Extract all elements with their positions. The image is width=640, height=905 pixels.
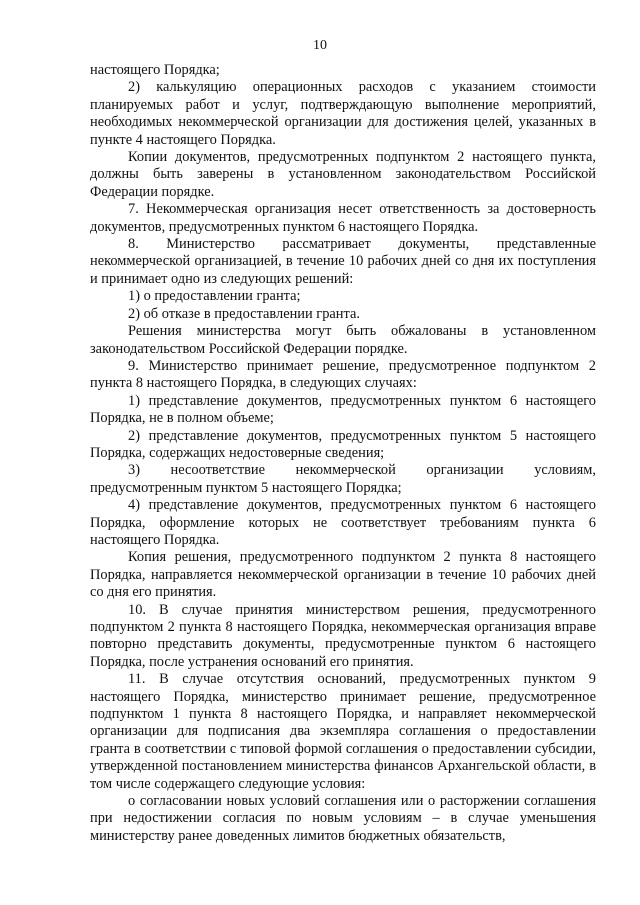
paragraph-13: 4) представление документов, предусмотренных пунктом 6 настоящего Порядка, оформление которых не соответствует требованиям пункта 6 настоящего Порядка. [90, 497, 596, 548]
paragraph-11: 2) представление документов, предусмотренных пунктом 5 настоящего Порядка, содержащих недостоверные сведения; [90, 427, 596, 461]
paragraph-2: 2) калькуляцию операционных расходов с указанием стоимости планируемых работ и услуг, подтверждающую выполнение мероприятий, необходимых некоммерческой организации для достижения целей, указанных в пункте 4 настоящего Порядка. [90, 79, 596, 148]
paragraph-6: 1) о предоставлении гранта; [128, 288, 301, 305]
paragraph-5: 8. Министерство рассматривает документы, представленные некоммерческой организацией, в течение 10 рабочих дней со дня их поступления и принимает одно из следующих решений: [90, 236, 596, 287]
paragraph-14: Копия решения, предусмотренного подпунктом 2 пункта 8 настоящего Порядка, направляется некоммерческой организации в течение 10 рабочих дней со дня его принятия. [90, 549, 596, 601]
paragraph-9: 9. Министерство принимает решение, предусмотренное подпунктом 2 пункта 8 настоящего Порядка, в следующих случаях: [90, 357, 596, 392]
page-number: 10 [313, 38, 327, 53]
paragraph-16: 11. В случае отсутствия оснований, предусмотренных пунктом 9 настоящего Порядка, министерство принимает решение, предусмотренное подпунктом 1 пункта 8 настоящего Порядка, и направляет некоммерческой организации для подписания два экземпляра соглашения о предоставлении гранта в соответствии с типовой формой соглашения о предоставлении субсидии, утвержденной постановлением министерства финансов Архангельской области, в том числе содержащего следующие условия: [90, 671, 596, 792]
paragraph-8: Решения министерства могут быть обжалованы в установленном законодательством Российской Федерации порядке. [90, 323, 596, 357]
paragraph-10: 1) представление документов, предусмотренных пунктом 6 настоящего Порядка, не в полном объеме; [90, 392, 596, 427]
paragraph-1: настоящего Порядка; [90, 62, 220, 78]
paragraph-3: Копии документов, предусмотренных подпунктом 2 настоящего пункта, должны быть заверены в установленном законодательством Российской Федерации порядке. [90, 149, 596, 200]
paragraph-17: о согласовании новых условий соглашения или о расторжении соглашения при недостижении согласия по новым условиям – в случае уменьшения министерству ранее доведенных лимитов бюджетных обязательств, [90, 793, 596, 844]
paragraph-12: 3) несоответствие некоммерческой организации условиям, предусмотренным пунктом 5 настоящего Порядка; [90, 462, 596, 496]
paragraph-15: 10. В случае принятия министерством решения, предусмотренного подпунктом 2 пункта 8 настоящего Порядка, некоммерческая организация вправе повторно представить документы, предусмотренные пунктом 6 настоящего Порядка, после устранения оснований его принятия. [90, 601, 596, 670]
paragraph-4: 7. Некоммерческая организация несет ответственность за достоверность документов, предусмотренных пунктом 6 настоящего Порядка. [90, 201, 596, 235]
paragraph-7: 2) об отказе в предоставлении гранта. [128, 305, 360, 322]
document-body [90, 62, 596, 845]
